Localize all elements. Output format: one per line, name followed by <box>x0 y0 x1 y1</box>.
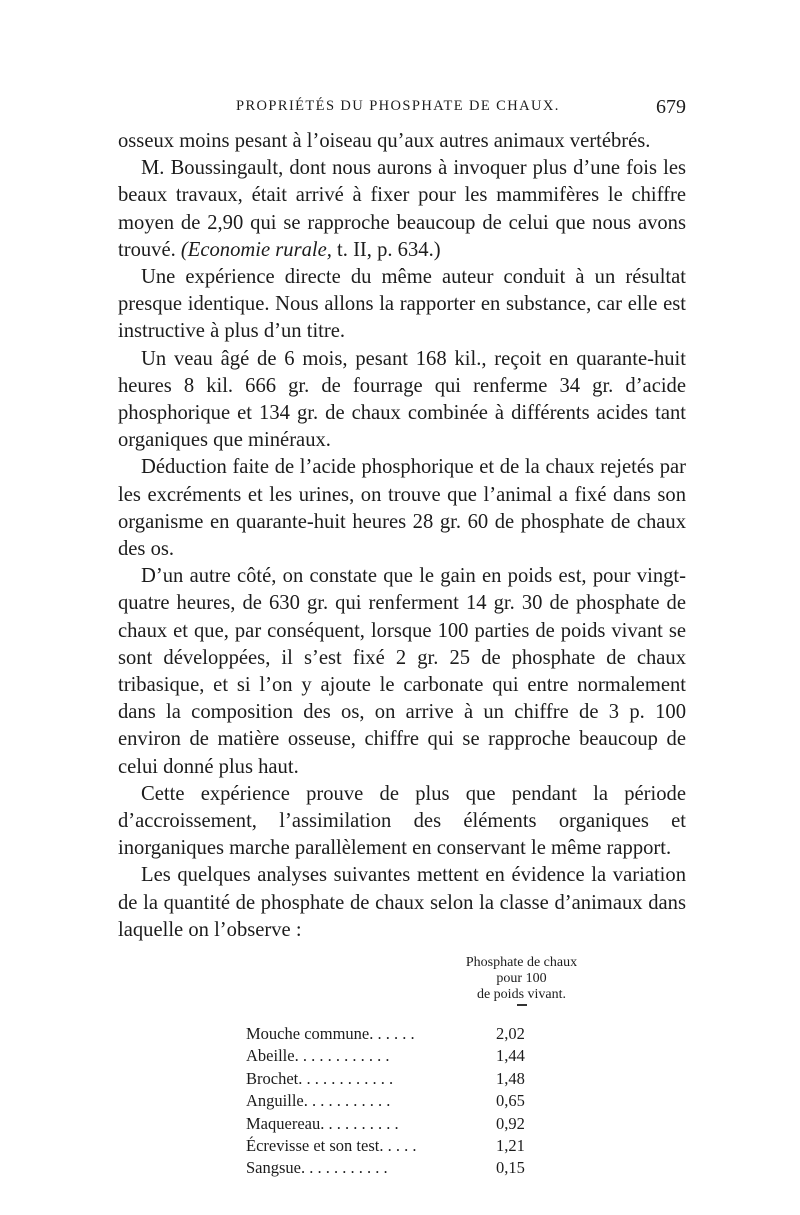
table-row <box>246 1068 536 1090</box>
citation-title: (Economie rurale, <box>180 238 332 261</box>
page-header <box>118 96 686 122</box>
phosphate-value: 0,92 <box>496 1113 525 1133</box>
phosphate-value: 1,21 <box>496 1135 525 1155</box>
table-rows <box>246 1023 536 1180</box>
paragraph-text: M. Boussingault, dont nous aurons à invoquer plus d’une fois les beaux travaux, était arrivé à fixer pour les mammifères le chiffre moyen de 2,90 qui se rapproche beaucoup de celui que nous avons trouvé. <box>118 157 686 261</box>
paragraph: Déduction faite de l’acide phosphorique et de la chaux rejetés par les excréments et les urines, on trouve que l’animal a fixé dans son organisme en quarante-huit heures 28 gr. 60 de phosphate de chaux des os. <box>118 456 686 561</box>
animal-name: Mouche commune. . . . . . <box>246 1024 415 1043</box>
body-text <box>118 128 686 944</box>
phosphate-value: 0,65 <box>496 1091 525 1111</box>
column-header-line: Phosphate de chaux <box>465 955 578 970</box>
phosphate-value: 1,48 <box>496 1068 525 1088</box>
table-row <box>246 1090 536 1112</box>
running-title: PROPRIÉTÉS DU PHOSPHATE DE CHAUX. <box>236 98 560 114</box>
table-row <box>246 1045 536 1067</box>
table-row <box>246 1023 536 1045</box>
paragraph: Cette expérience prouve de plus que pendant la période d’accroissement, l’assimilation des éléments organiques et inorganiques marche parallèlement en conservant le même rapport. <box>118 782 686 860</box>
animal-name: Écrevisse et son test. . . . . <box>246 1135 417 1155</box>
animal-name: Sangsue. . . . . . . . . . . <box>246 1158 388 1178</box>
page-number: 679 <box>656 96 686 118</box>
animal-name: Brochet. . . . . . . . . . . . <box>246 1068 394 1088</box>
citation-reference: t. II, p. 634.) <box>331 238 441 261</box>
phosphate-value: 2,02 <box>496 1024 525 1043</box>
paragraph: Un veau âgé de 6 mois, pesant 168 kil., reçoit en quarante-huit heures 8 kil. 666 gr. de fourrage qui renferme 34 gr. d’acide phosphorique et 134 gr. de chaux combinée à différents acides tant organiques que minéraux. <box>118 347 686 452</box>
table-row <box>246 1135 536 1157</box>
column-header-line: pour 100 <box>496 971 547 986</box>
animal-name: Abeille. . . . . . . . . . . . <box>246 1046 390 1066</box>
header-rule <box>517 1004 527 1006</box>
phosphate-value: 0,15 <box>496 1158 525 1178</box>
table-row <box>246 1113 536 1135</box>
paragraph: Une expérience directe du même auteur conduit à un résultat presque identique. Nous allons la rapporter en substance, car elle est instructive à plus d’un titre. <box>118 266 686 343</box>
table-row <box>246 1157 536 1179</box>
paragraph: osseux moins pesant à l’oiseau qu’aux autres animaux vertébrés. <box>118 130 651 152</box>
column-header-line: de poids vivant. <box>476 987 567 1002</box>
phosphate-value: 1,44 <box>496 1046 525 1066</box>
paragraph <box>118 155 686 264</box>
paragraph: D’un autre côté, on constate que le gain en poids est, pour vingt-quatre heures, de 630 gr. qui renferment 14 gr. 30 de phosphate de chaux et que, par conséquent, lorsque 100 parties de poids vivant se sont développées, il s’est fixé 2 gr. 25 de phosphate de chaux tribasique, et si l’on y ajoute le carbonate qui entre normalement dans la composition des os, on arrive à un chiffre de 3 p. 100 environ de matière osseuse, chiffre qui se rapproche beaucoup de celui donné plus haut. <box>118 565 686 778</box>
column-header <box>439 955 604 1006</box>
animal-name: Maquereau. . . . . . . . . . <box>246 1113 399 1133</box>
paragraph: Les quelques analyses suivantes mettent en évidence la variation de la quantité de phosphate de chaux selon la classe d’animaux dans laquelle on l’observe : <box>118 864 686 941</box>
animal-name: Anguille. . . . . . . . . . . <box>246 1091 391 1111</box>
